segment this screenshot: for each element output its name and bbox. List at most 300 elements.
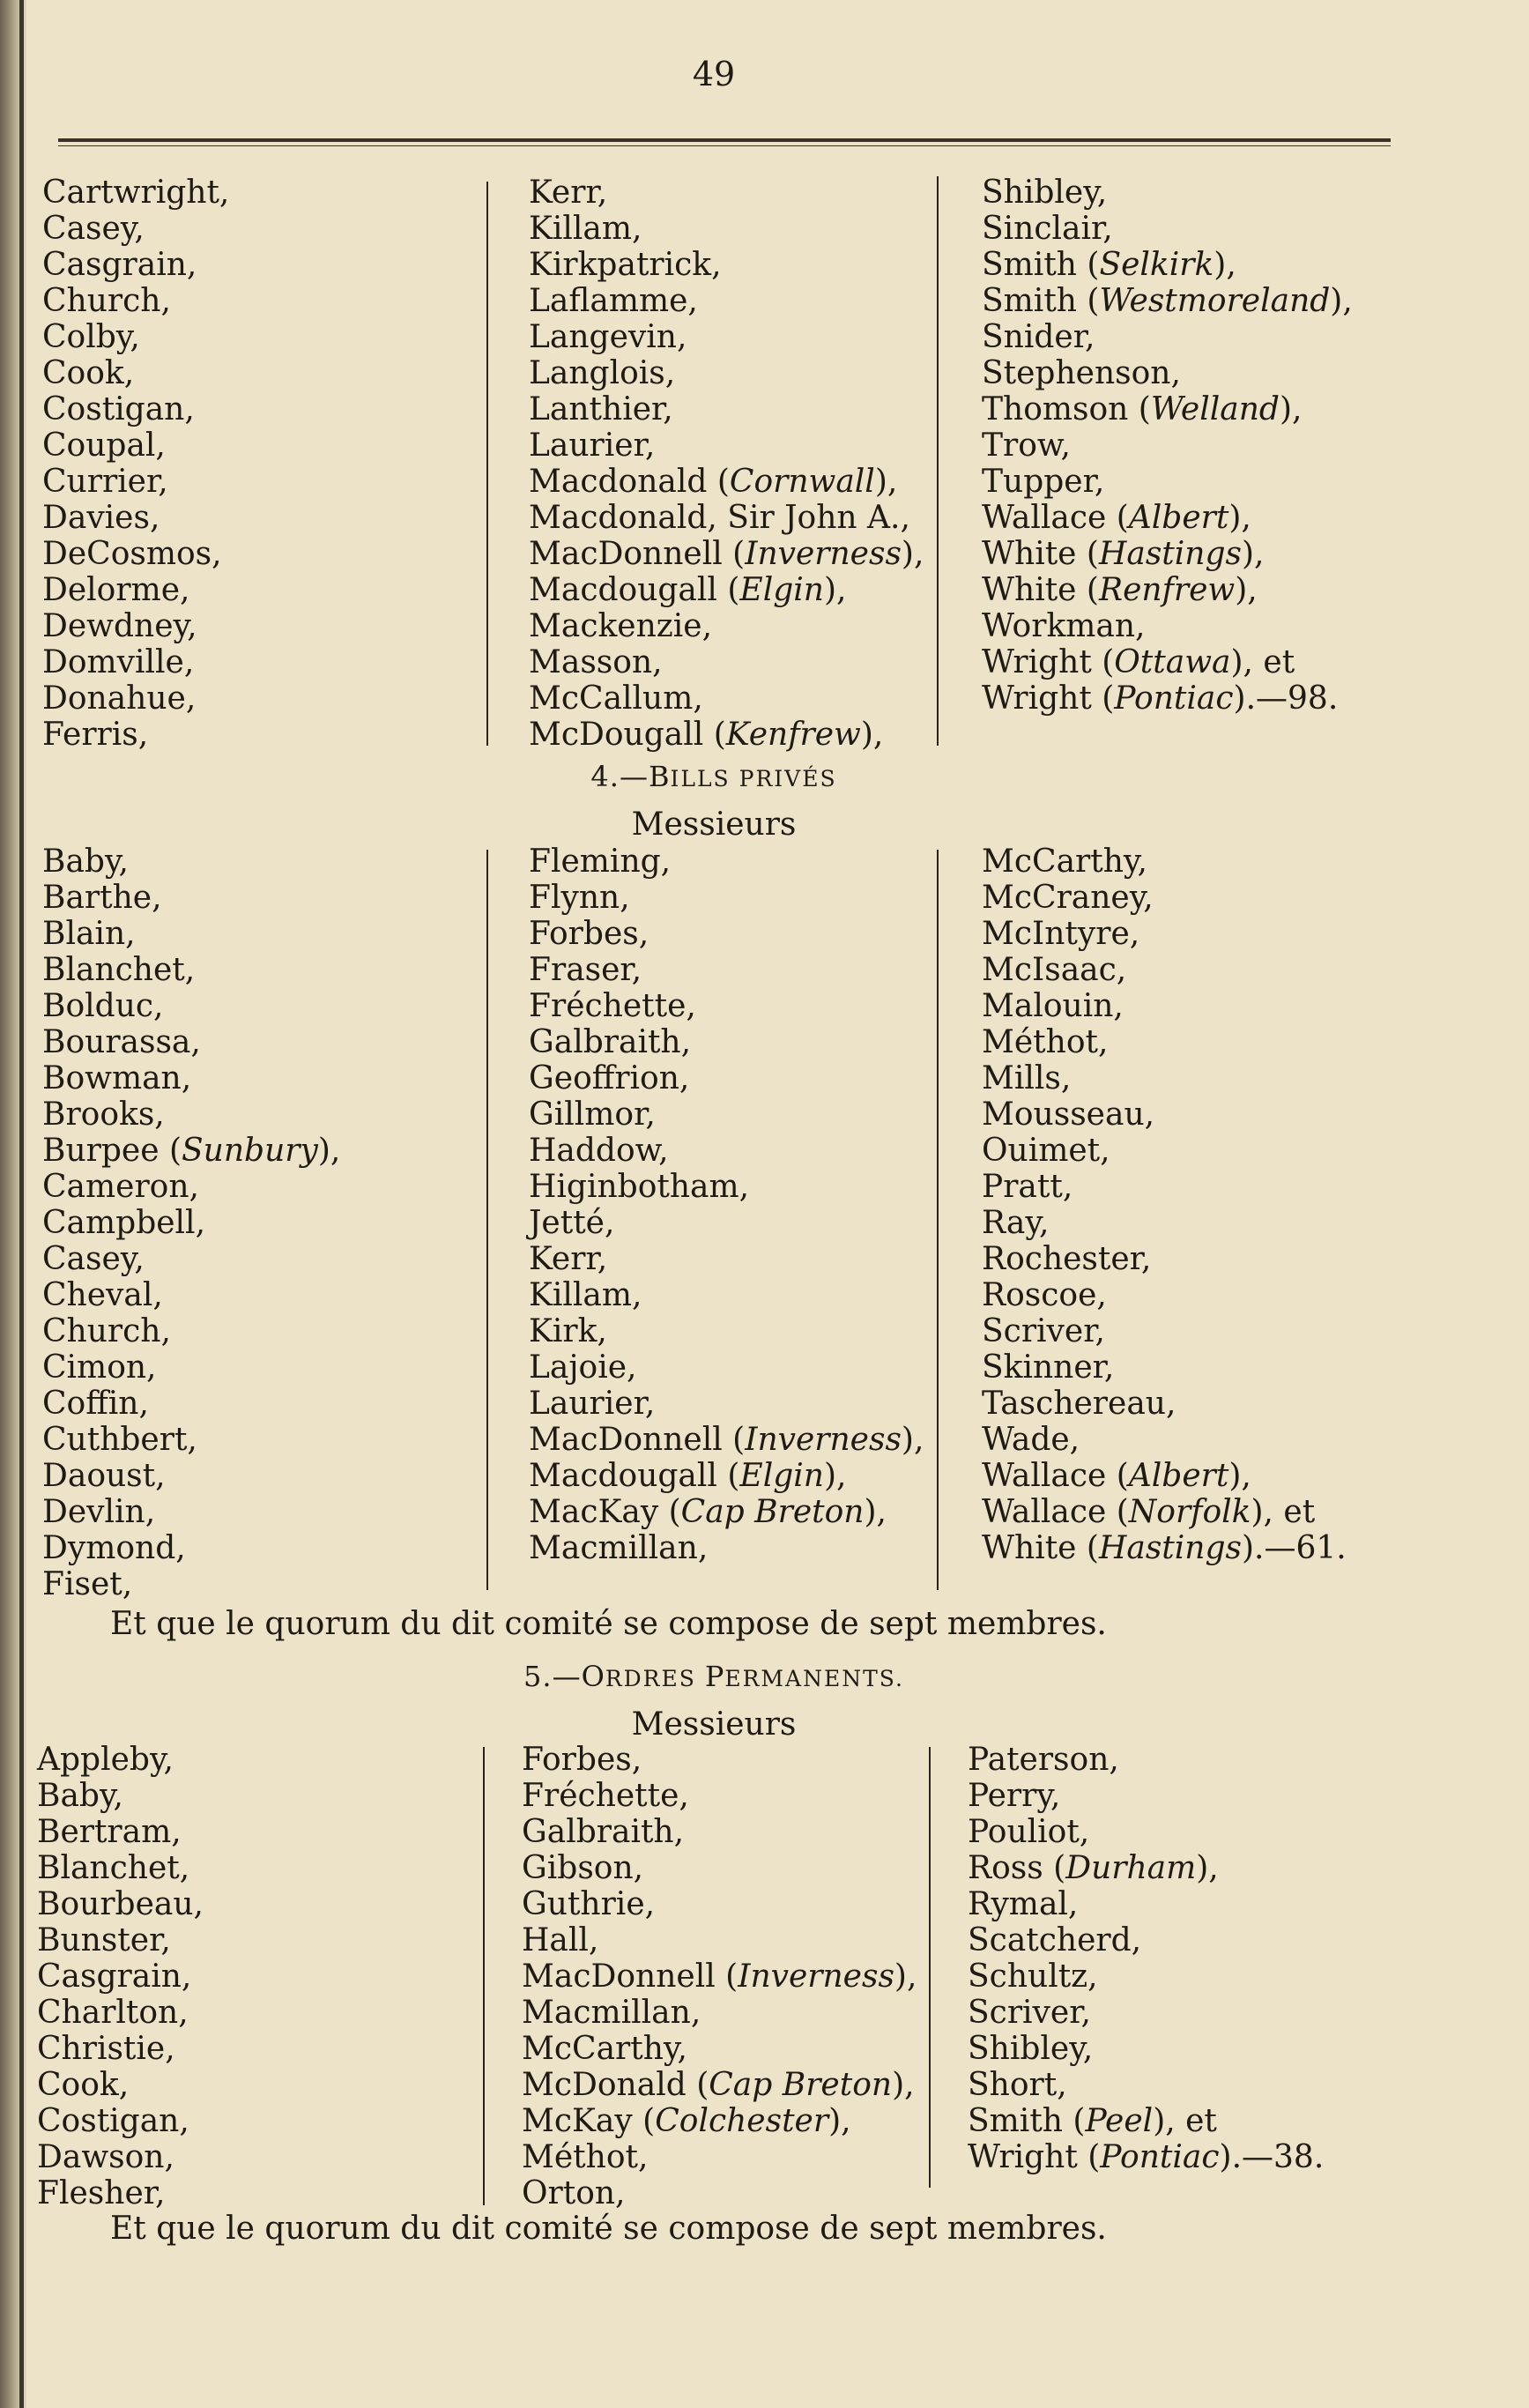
member-name: [37, 1922, 204, 1958]
member-name: [982, 952, 1347, 988]
member-surname: Pouliot,: [968, 1814, 1090, 1850]
member-name: [529, 536, 924, 572]
member-name: [982, 572, 1353, 608]
member-name: [968, 2031, 1324, 2067]
member-name: [529, 1422, 924, 1458]
member-name: [42, 1096, 340, 1133]
member-name: [42, 1313, 340, 1349]
member-name: [982, 1205, 1347, 1241]
member-name: [982, 916, 1347, 952]
member-surname: Snider,: [982, 319, 1095, 355]
member-suffix: ),: [1242, 536, 1265, 572]
page-number: 49: [692, 55, 736, 93]
member-name: [982, 1133, 1347, 1169]
member-riding: Welland: [1150, 391, 1280, 427]
member-riding: Pontiac: [1100, 2139, 1220, 2175]
member-riding: Ottawa: [1114, 644, 1231, 680]
member-riding: Hastings: [1098, 536, 1242, 572]
member-name: [982, 427, 1353, 464]
member-name: [982, 319, 1353, 355]
member-name: [982, 355, 1353, 391]
member-surname: McDonald (: [522, 2067, 709, 2103]
member-name: [968, 1995, 1324, 2031]
member-surname: Macmillan,: [522, 1995, 701, 2031]
member-name: [42, 1277, 340, 1313]
member-name: [982, 1241, 1347, 1277]
member-suffix: ),: [828, 2103, 851, 2139]
member-name: [522, 2103, 917, 2139]
member-name: [529, 916, 924, 952]
member-name: Dewdney,: [42, 608, 197, 644]
member-surname: Smith (: [968, 2103, 1086, 2139]
member-name: Donahue,: [42, 680, 197, 717]
member-suffix: ), et: [1251, 1494, 1316, 1530]
member-name: [522, 1995, 917, 2031]
member-name: [42, 1566, 340, 1602]
member-surname: Orton,: [522, 2175, 626, 2211]
member-name: Church,: [42, 283, 171, 319]
member-surname: Cuthbert,: [42, 1422, 197, 1458]
member-surname: McDougall (: [529, 717, 726, 753]
member-name: [529, 1096, 924, 1133]
member-name: [529, 952, 924, 988]
member-name: [529, 427, 924, 464]
member-name: [42, 1060, 340, 1096]
member-name: [968, 1742, 1324, 1778]
member-surname: Fréchette,: [529, 988, 696, 1024]
member-name: [42, 1205, 340, 1241]
section-4-heading: [0, 760, 1428, 793]
member-surname: Wallace (: [982, 1494, 1129, 1530]
member-surname: Bolduc,: [42, 988, 164, 1024]
member-surname: Laurier,: [529, 1386, 656, 1422]
member-surname: Skinner,: [982, 1349, 1115, 1386]
member-surname: Paterson,: [968, 1742, 1119, 1778]
member-name: [529, 572, 924, 608]
member-riding: Cap Breton: [680, 1494, 865, 1530]
member-surname: Costigan,: [37, 2103, 189, 2139]
member-name: [982, 391, 1353, 427]
member-name: [529, 175, 924, 211]
member-surname: Brooks,: [42, 1096, 165, 1133]
member-surname: Galbraith,: [529, 1024, 692, 1060]
member-name: [968, 2067, 1324, 2103]
member-name: [982, 1024, 1347, 1060]
member-suffix: ),: [894, 1958, 917, 1995]
member-suffix: ),: [823, 1458, 847, 1494]
member-name: [529, 844, 924, 880]
s5-column-2: [522, 1742, 917, 2211]
member-surname: Cheval,: [42, 1277, 163, 1313]
member-surname: White (: [982, 572, 1099, 608]
member-name: [982, 283, 1353, 319]
member-name: [529, 1349, 924, 1386]
member-riding: Inverness: [745, 1422, 902, 1458]
member-surname: Rochester,: [982, 1241, 1152, 1277]
member-name: [522, 1742, 917, 1778]
member-name: [529, 391, 924, 427]
member-surname: Blain,: [42, 916, 136, 952]
member-surname: Coffin,: [42, 1386, 149, 1422]
member-surname: MacKay (: [529, 1494, 681, 1530]
member-riding: Durham: [1065, 1850, 1197, 1886]
member-name: [982, 1277, 1347, 1313]
member-name: [982, 464, 1353, 500]
member-surname: Ross (: [968, 1850, 1066, 1886]
member-surname: Roscoe,: [982, 1277, 1107, 1313]
member-surname: Fraser,: [529, 952, 642, 988]
member-surname: Taschereau,: [982, 1386, 1176, 1422]
member-surname: Scriver,: [982, 1313, 1105, 1349]
member-name: [37, 1778, 204, 1814]
member-surname: Kerr,: [529, 175, 608, 211]
member-surname: McCraney,: [982, 880, 1154, 916]
member-surname: Lajoie,: [529, 1349, 637, 1386]
member-name: [968, 1850, 1324, 1886]
member-surname: Mackenzie,: [529, 608, 713, 644]
member-surname: Langevin,: [529, 319, 687, 355]
s5-column-1: [37, 1742, 204, 2211]
member-suffix: ),: [892, 2067, 915, 2103]
member-suffix: ),: [1235, 572, 1258, 608]
member-riding: Westmoreland: [1099, 283, 1331, 319]
member-surname: Galbraith,: [522, 1814, 685, 1850]
member-surname: Sinclair,: [982, 211, 1113, 247]
member-surname: Smith (: [982, 283, 1100, 319]
member-surname: Lanthier,: [529, 391, 673, 427]
member-suffix: ), et: [1153, 2103, 1217, 2139]
member-name: [982, 1169, 1347, 1205]
member-suffix: ).—98.: [1233, 680, 1339, 717]
member-name: [982, 644, 1353, 680]
member-surname: Scriver,: [968, 1995, 1091, 2031]
member-surname: Wright (: [982, 680, 1115, 717]
member-name: [968, 2139, 1324, 2175]
member-surname: Devlin,: [42, 1494, 156, 1530]
member-name: [522, 2175, 917, 2211]
member-name: [982, 175, 1353, 211]
member-riding: Selkirk: [1099, 247, 1214, 283]
member-surname: Church,: [42, 1313, 171, 1349]
member-surname: Forbes,: [529, 916, 649, 952]
s4-column-2: [529, 844, 924, 1566]
member-surname: MacDonnell (: [522, 1958, 739, 1995]
member-riding: Elgin: [739, 1458, 824, 1494]
member-surname: Charlton,: [37, 1995, 189, 2031]
member-surname: Bertram,: [37, 1814, 182, 1850]
member-riding: Cornwall: [729, 464, 875, 500]
member-riding: Pontiac: [1114, 680, 1234, 717]
member-surname: White (: [982, 536, 1099, 572]
member-surname: Bourbeau,: [37, 1886, 204, 1922]
member-suffix: ),: [1214, 247, 1236, 283]
s4-column-3: [982, 844, 1347, 1566]
member-name: [982, 536, 1353, 572]
member-name: [529, 1313, 924, 1349]
member-suffix: ).—38.: [1219, 2139, 1325, 2175]
member-name: [529, 1494, 924, 1530]
member-suffix: ),: [860, 717, 884, 753]
member-name: [42, 1169, 340, 1205]
member-name: [522, 1958, 917, 1995]
member-surname: Blanchet,: [37, 1850, 190, 1886]
member-name: [529, 1386, 924, 1422]
member-suffix: ).—61.: [1242, 1530, 1347, 1566]
member-surname: Barthe,: [42, 880, 162, 916]
member-riding: Kenfrew: [725, 717, 861, 753]
member-name: [37, 1814, 204, 1850]
member-name: [37, 1958, 204, 1995]
member-name: [529, 1205, 924, 1241]
member-riding: Peel: [1085, 2103, 1154, 2139]
section-5-title-rest-2: ERMANENTS.: [724, 1666, 904, 1691]
member-name: [42, 1349, 340, 1386]
member-name: [982, 1386, 1347, 1422]
member-name: [37, 1995, 204, 2031]
member-surname: Ray,: [982, 1205, 1050, 1241]
member-surname: Macdougall (: [529, 1458, 740, 1494]
member-name: [968, 1958, 1324, 1995]
member-name: [529, 1169, 924, 1205]
member-surname: Flynn,: [529, 880, 630, 916]
member-suffix: ),: [1279, 391, 1303, 427]
member-suffix: ),: [1196, 1850, 1219, 1886]
member-name: [522, 1886, 917, 1922]
member-surname: Dymond,: [42, 1530, 186, 1566]
s5-divider-1: [483, 1747, 485, 2205]
section-5-title-initial-2: P: [704, 1660, 725, 1693]
member-name: [522, 2031, 917, 2067]
member-surname: McCarthy,: [982, 844, 1147, 880]
member-surname: Macmillan,: [529, 1530, 709, 1566]
member-surname: Mills,: [982, 1060, 1072, 1096]
member-surname: Wade,: [982, 1422, 1080, 1458]
member-name: Casey,: [42, 211, 145, 247]
member-riding: Inverness: [745, 536, 902, 572]
member-surname: Fréchette,: [522, 1778, 689, 1814]
member-name: [37, 2067, 204, 2103]
member-name: [982, 608, 1353, 644]
member-surname: Scatcherd,: [968, 1922, 1142, 1958]
section-4-title-initial: B: [648, 760, 671, 793]
member-name: [529, 644, 924, 680]
member-name: [529, 464, 924, 500]
member-surname: Trow,: [982, 427, 1071, 464]
member-name: [529, 1024, 924, 1060]
member-surname: Burpee (: [42, 1133, 182, 1169]
member-riding: Norfolk: [1128, 1494, 1251, 1530]
member-surname: Malouin,: [982, 988, 1124, 1024]
member-name: [37, 1742, 204, 1778]
member-name: Domville,: [42, 644, 195, 680]
member-surname: Forbes,: [522, 1742, 642, 1778]
member-suffix: ),: [874, 464, 898, 500]
member-name: [42, 1458, 340, 1494]
member-name: [522, 2139, 917, 2175]
section-4-title-rest: ILLS PRIVÉS: [670, 766, 837, 792]
member-surname: Pratt,: [982, 1169, 1073, 1205]
member-surname: Méthot,: [522, 2139, 649, 2175]
member-surname: Méthot,: [982, 1024, 1109, 1060]
member-name: [522, 1778, 917, 1814]
member-name: [529, 717, 924, 753]
member-name: [982, 988, 1347, 1024]
member-name: Cartwright,: [42, 175, 230, 211]
member-surname: Shibley,: [968, 2031, 1094, 2067]
member-name: [982, 500, 1353, 536]
member-name: [529, 1133, 924, 1169]
member-surname: Gillmor,: [529, 1096, 656, 1133]
member-name: [522, 1922, 917, 1958]
section-5-title-initial-1: O: [581, 1660, 605, 1693]
member-surname: Cimon,: [42, 1349, 157, 1386]
member-name: [982, 1313, 1347, 1349]
member-surname: Flesher,: [37, 2175, 166, 2211]
member-riding: Sunbury: [182, 1133, 318, 1169]
member-surname: McKay (: [522, 2103, 656, 2139]
member-surname: Workman,: [982, 608, 1146, 644]
member-surname: Stephenson,: [982, 355, 1181, 391]
member-surname: Fiset,: [42, 1566, 133, 1602]
member-name: [529, 988, 924, 1024]
member-name: Ferris,: [42, 717, 149, 753]
member-surname: Wright (: [982, 644, 1115, 680]
member-surname: Campbell,: [42, 1205, 206, 1241]
s5-divider-2: [929, 1747, 931, 2188]
member-name: [42, 1422, 340, 1458]
member-name: [37, 2139, 204, 2175]
section-4-number: 4.—: [590, 760, 649, 793]
member-name: [982, 211, 1353, 247]
member-surname: Casgrain,: [37, 1958, 192, 1995]
section-5-title-rest-1: RDRES: [605, 1666, 705, 1691]
member-surname: Laflamme,: [529, 283, 698, 319]
member-name: Casgrain,: [42, 247, 197, 283]
section-5-quorum: Et que le quorum du dit comité se compose de sept membres.: [110, 2211, 1107, 2247]
member-name: [42, 1133, 340, 1169]
member-suffix: ),: [1330, 283, 1353, 319]
member-surname: Ouimet,: [982, 1133, 1110, 1169]
s4-column-1: [42, 844, 340, 1602]
member-surname: Hall,: [522, 1922, 599, 1958]
member-name: [982, 680, 1353, 717]
member-name: [982, 1060, 1347, 1096]
member-surname: Short,: [968, 2067, 1067, 2103]
section-5-number: 5.—: [523, 1660, 582, 1693]
member-name: [529, 211, 924, 247]
section-5-heading: [0, 1660, 1428, 1693]
member-surname: Tupper,: [982, 464, 1105, 500]
member-surname: Cook,: [37, 2067, 130, 2103]
member-name: [42, 952, 340, 988]
member-surname: Wallace (: [982, 500, 1129, 536]
member-surname: Appleby,: [37, 1742, 174, 1778]
member-surname: McIsaac,: [982, 952, 1127, 988]
member-surname: Wright (: [968, 2139, 1101, 2175]
member-name: [968, 1778, 1324, 1814]
s4-divider-1: [486, 850, 488, 1590]
member-surname: Perry,: [968, 1778, 1061, 1814]
member-riding: Albert: [1128, 1458, 1229, 1494]
member-surname: Dawson,: [37, 2139, 174, 2175]
member-name: [42, 1024, 340, 1060]
member-surname: Baby,: [42, 844, 129, 880]
member-name: [42, 1530, 340, 1566]
s1-column-2: [529, 175, 924, 753]
member-suffix: ),: [1228, 500, 1251, 536]
member-name: [968, 1886, 1324, 1922]
member-suffix: ),: [864, 1494, 887, 1530]
member-surname: Thomson (: [982, 391, 1151, 427]
member-surname: Gibson,: [522, 1850, 644, 1886]
member-surname: Baby,: [37, 1778, 123, 1814]
member-name: [982, 1458, 1347, 1494]
member-surname: Langlois,: [529, 355, 676, 391]
member-surname: Macdonald (: [529, 464, 730, 500]
member-riding: Cap Breton: [709, 2067, 893, 2103]
member-name: [982, 1422, 1347, 1458]
member-name: [529, 1277, 924, 1313]
member-riding: Albert: [1128, 500, 1229, 536]
member-name: [982, 844, 1347, 880]
member-surname: Laurier,: [529, 427, 656, 464]
member-surname: Kirk,: [529, 1313, 607, 1349]
member-surname: Blanchet,: [42, 952, 196, 988]
member-name: Delorme,: [42, 572, 190, 608]
section-5-messieurs: Messieurs: [631, 1706, 797, 1743]
member-name: Davies,: [42, 500, 160, 536]
member-name: [529, 1241, 924, 1277]
s1-column-3: [982, 175, 1353, 717]
member-surname: Bowman,: [42, 1060, 192, 1096]
member-surname: McCarthy,: [522, 2031, 687, 2067]
member-name: [982, 1349, 1347, 1386]
member-riding: Hastings: [1098, 1530, 1242, 1566]
member-surname: MacDonnell (: [529, 1422, 746, 1458]
member-surname: Mousseau,: [982, 1096, 1155, 1133]
member-name: [37, 1886, 204, 1922]
member-surname: Higinbotham,: [529, 1169, 750, 1205]
s5-column-3: [968, 1742, 1324, 2175]
member-surname: Shibley,: [982, 175, 1108, 211]
member-suffix: ),: [823, 572, 847, 608]
member-suffix: ),: [1228, 1458, 1251, 1494]
member-suffix: ),: [901, 536, 924, 572]
member-name: [982, 247, 1353, 283]
member-riding: Inverness: [738, 1958, 894, 1995]
member-surname: Kirkpatrick,: [529, 247, 722, 283]
member-name: [982, 880, 1347, 916]
member-name: [968, 1814, 1324, 1850]
member-surname: Kerr,: [529, 1241, 608, 1277]
s1-divider-1: [486, 182, 488, 746]
member-surname: Wallace (: [982, 1458, 1129, 1494]
member-name: [529, 283, 924, 319]
member-riding: Renfrew: [1098, 572, 1236, 608]
member-name: [982, 1494, 1347, 1530]
member-surname: Cameron,: [42, 1169, 199, 1205]
member-name: [42, 1241, 340, 1277]
member-name: [982, 1530, 1347, 1566]
member-suffix: ),: [901, 1422, 924, 1458]
member-name: [37, 2175, 204, 2211]
section-4-messieurs: Messieurs: [631, 806, 797, 843]
member-name: [529, 880, 924, 916]
member-name: [529, 608, 924, 644]
member-name: Currier,: [42, 464, 168, 500]
member-riding: Colchester: [655, 2103, 829, 2139]
member-surname: Haddow,: [529, 1133, 669, 1169]
